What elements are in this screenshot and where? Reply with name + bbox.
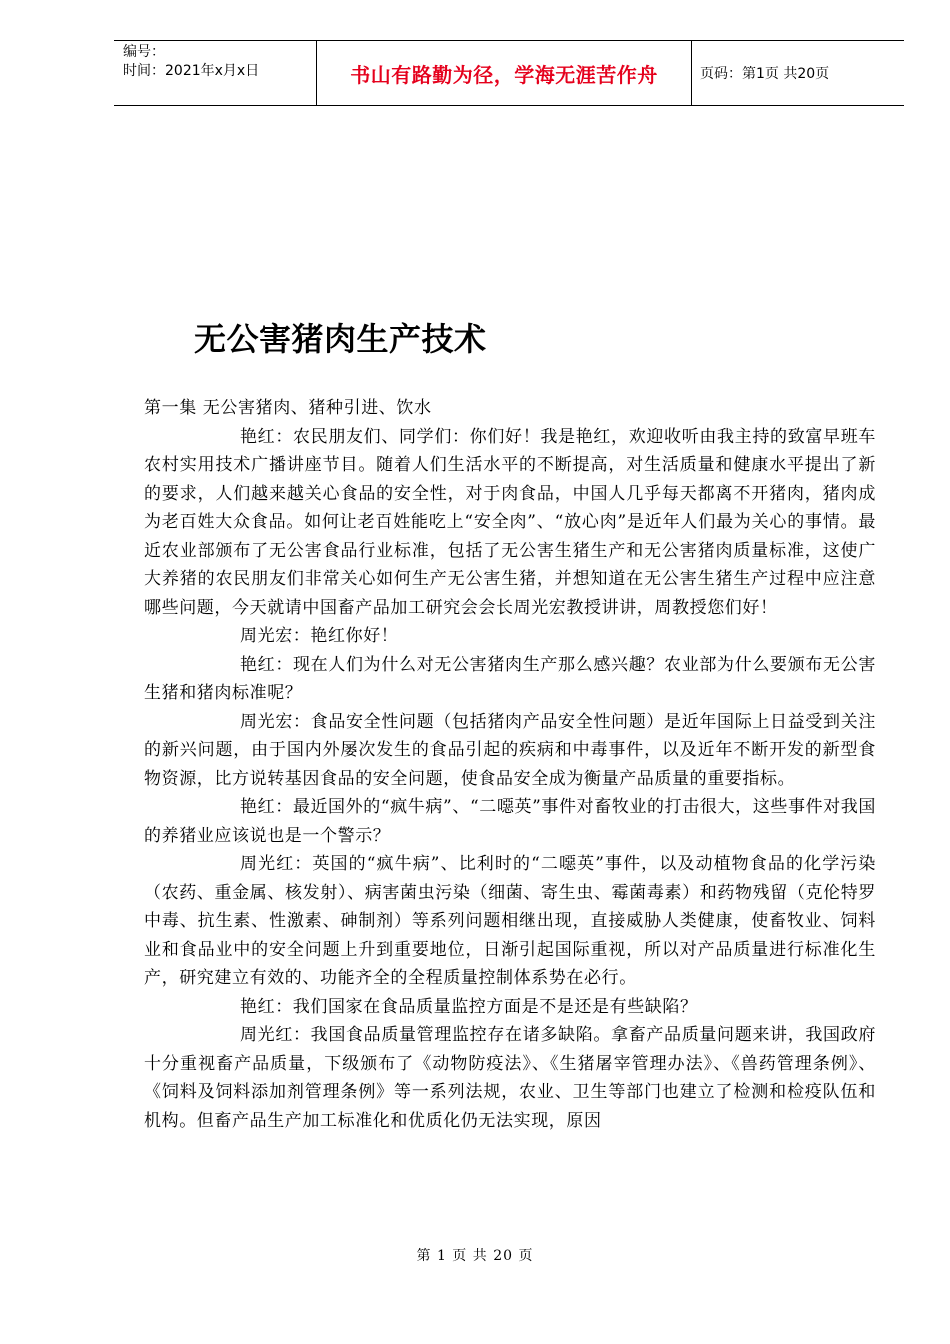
paragraph: 周光宏：艳红你好！	[240, 626, 399, 646]
paragraph: 周光宏：食品安全性问题（包括猪肉产品安全性问题）是近年国际上日益受到关注的新兴问题，由于国内外屡次发生的食品引起的疾病和中毒事件，以及近年不断开发的新型食物资源，比方说转基因食品的安全问题，使食品安全成为衡量产品质量的重要指标。	[144, 711, 876, 789]
paragraph: 周光红：我国食品质量管理监控存在诸多缺陷。拿畜产品质量问题来讲，我国政府十分重视畜产品质量，下级颁布了《动物防疫法》、《生猪屠宰管理办法》、《兽药管理条例》、《饲料及饲料添加剂管理条例》等一系列法规，农业、卫生等部门也建立了检测和检疫队伍和机构。但畜产品生产加工标准化和优质化仍无法实现，原因	[144, 1025, 876, 1131]
document-title: 无公害猪肉生产技术	[194, 320, 487, 358]
page-footer: 第 1 页 共 20 页	[416, 1248, 534, 1264]
time-label: 时间：2021年x月x日	[123, 63, 260, 79]
paragraph: 艳红：最近国外的“疯牛病”、“二噁英”事件对畜牧业的打击很大，这些事件对我国的养猪业应该说也是一个警示？	[144, 797, 876, 846]
header-page-cell	[692, 41, 904, 105]
header-meta	[114, 41, 316, 105]
code-label: 编号：	[123, 44, 165, 60]
paragraph: 周光红：英国的“疯牛病”、比利时的“二噁英”事件，以及动植物食品的化学污染（农药、重金属、核发射）、病害菌虫污染（细菌、寄生虫、霉菌毒素）和药物残留（克伦特罗中毒、抗生素、性激素、砷制剂）等系列问题相继出现，直接威胁人类健康，使畜牧业、饲料业和食品业中的安全问题上升到重要地位，日渐引起国际重视，所以对产品质量进行标准化生产，研究建立有效的、功能齐全的全程质量控制体系势在必行。	[144, 854, 876, 988]
header-motto-cell	[316, 41, 692, 105]
motto-text: 书山有路勤为径，学海无涯苦作舟	[350, 62, 658, 87]
page-header	[114, 40, 904, 106]
page-label: 页码：第1页 共20页	[700, 66, 830, 82]
paragraph: 艳红：农民朋友们、同学们：你们好！我是艳红，欢迎收听由我主持的致富早班车农村实用技术广播讲座节目。随着人们生活水平的不断提高，对生活质量和健康水平提出了新的要求，人们越来越关心食品的安全性，对于肉食品，中国人几乎每天都离不开猪肉，猪肉成为老百姓大众食品。如何让老百姓能吃上“安全肉”、“放心肉”是近年人们最为关心的事情。最近农业部颁布了无公害食品行业标准，包括了无公害生猪生产和无公害猪肉质量标准，这使广大养猪的农民朋友们非常关心如何生产无公害生猪，并想知道在无公害生猪生产过程中应注意哪些问题，今天就请中国畜产品加工研究会会长周光宏教授讲讲，周教授您们好！	[144, 426, 876, 618]
paragraph: 艳红：我们国家在食品质量监控方面是不是还是有些缺陷？	[240, 996, 698, 1017]
paragraph: 艳红：现在人们为什么对无公害猪肉生产那么感兴趣？农业部为什么要颁布无公害生猪和猪肉标准呢？	[144, 654, 876, 703]
document-body	[144, 394, 876, 1135]
section-heading: 第一集 无公害猪肉、猪种引进、饮水	[144, 398, 432, 418]
